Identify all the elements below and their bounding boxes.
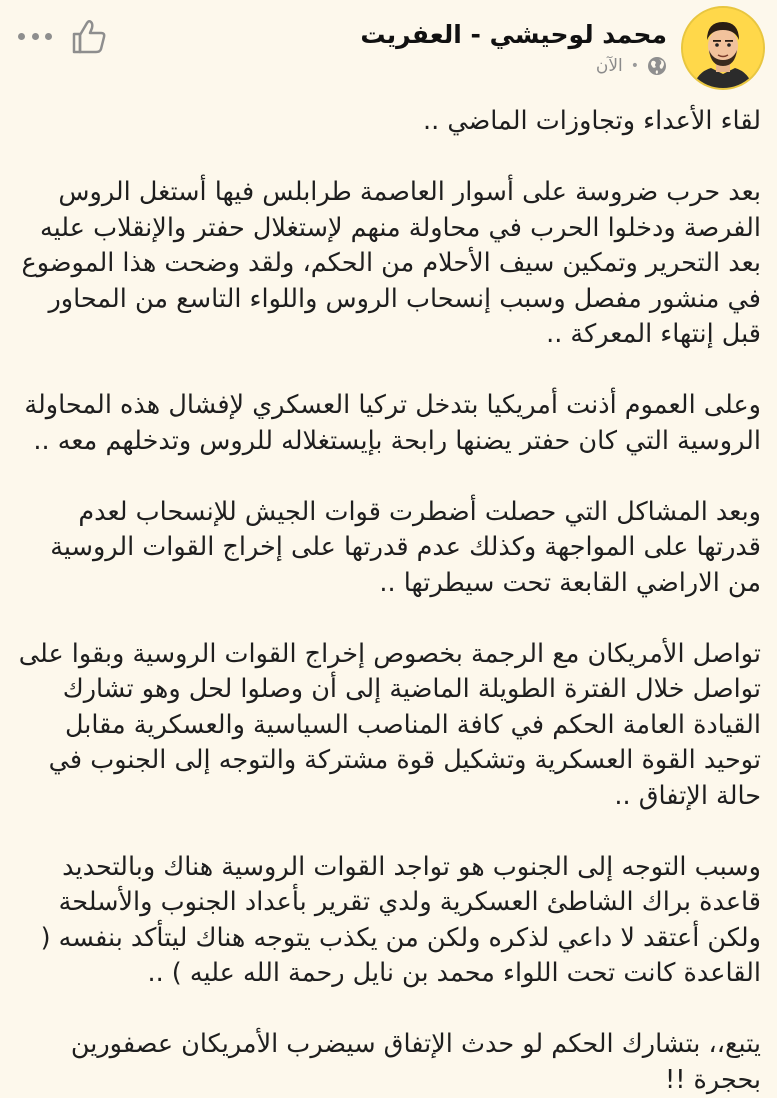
post-meta — [596, 56, 667, 76]
post-header — [0, 0, 777, 100]
post-time[interactable]: الآن — [595, 56, 623, 76]
post-paragraph: لقاء الأعداء وتجاوزات الماضي .. — [423, 106, 761, 136]
more-dot — [32, 33, 39, 40]
post-paragraph: وعلى العموم أذنت أمريكيا بتدخل تركيا العسكري لإفشال هذه المحاولة الروسية التي كان حفتر يضنها رابحة بإيستغلاله للروس وتدخلهم معه .. — [24, 390, 761, 456]
meta-separator: • — [630, 58, 639, 74]
post-body — [16, 104, 761, 1098]
post-paragraph: وبعد المشاكل التي حصلت أضطرت قوات الجيش للإنسحاب لعدم قدرتها على المواجهة وكذلك عدم قدرتها على إخراج القوات الروسية من الاراضي القابعة تحت سيطرتها .. — [50, 496, 761, 598]
more-dot — [45, 33, 52, 40]
post-paragraph: تواصل الأمريكان مع الرجمة بخصوص إخراج القوات الروسية وبقوا على تواصل خلال الفترة الطويلة الماضية إلى أن وصلوا لحل وهو تشارك القيادة العامة الحكم في كافة المناصب السياسية والعسكرية مقابل توحيد القوة العسكرية وتشكيل قوة مشتركة والتوجه إلى الجنوب في حالة الإتفاق .. — [18, 638, 761, 811]
post-paragraph: وسبب التوجه إلى الجنوب هو تواجد القوات الروسية هناك وبالتحديد قاعدة براك الشاطئ العسكرية ولدي تقرير بأعداد الجنوب والأسلحة ولكن أعتقد لا داعي لذكره ولكن من يكذب يتوجه هناك ليتأكد بنفسه ( القاعدة كانت تحت اللواء محمد بن نايل رحمة الله عليه ) .. — [40, 851, 761, 988]
avatar-cartoon-icon — [683, 8, 763, 88]
author-name[interactable]: محمد لوحيشي - العفريت — [360, 20, 667, 49]
post-paragraph: بعد حرب ضروسة على أسوار العاصمة طرابلس فيها أستغل الروس الفرصة ودخلوا الحرب في محاولة منهم لإستغلال حفتر والإنقلاب عليه بعد التحرير وتمكين سيف الأحلام من الحكم، ولقد وضحت هذا الموضوع في منشور مفصل وسبب إنسحاب الروس واللواء التاسع من المحاور قبل إنتهاء المعركة .. — [21, 177, 761, 349]
thumbs-up-icon[interactable] — [70, 18, 108, 56]
avatar[interactable] — [681, 6, 765, 90]
post-paragraph: يتبع،، بتشارك الحكم لو حدث الإتفاق سيضرب الأمريكان عصفورين بحجرة !! — [70, 1029, 761, 1095]
more-dots-icon — [18, 33, 25, 40]
more-options-button[interactable] — [18, 24, 52, 48]
globe-icon — [647, 56, 667, 76]
